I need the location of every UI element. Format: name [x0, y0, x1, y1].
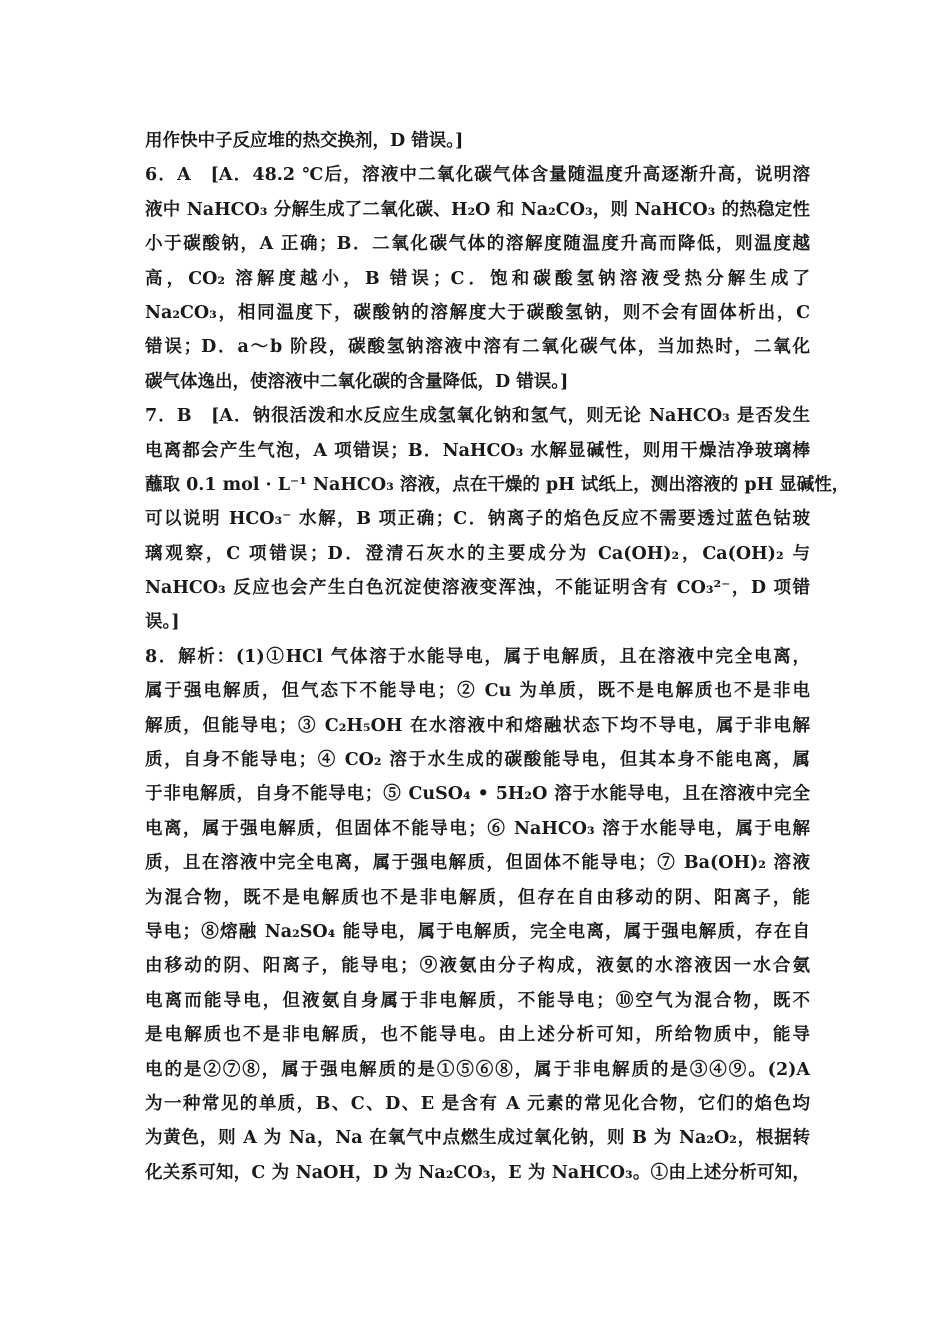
text-line: 为混合物，既不是电解质也不是非电解质，但存在自由移动的阴、阳离子，能: [145, 887, 810, 908]
text-line: 化关系可知，C 为 NaOH，D 为 Na₂CO₃，E 为 NaHCO₃。①由上述分析可知，: [145, 1162, 810, 1183]
text-line: 电离，属于强电解质，但固体不能导电；⑥ NaHCO₃ 溶于水能导电，属于电解: [145, 818, 810, 839]
text-line: 属于强电解质，但气态下不能导电；② Cu 为单质，既不是电解质也不是非电: [145, 681, 810, 702]
text-line: 误。]: [145, 612, 180, 633]
text-line: NaHCO₃ 反应也会产生白色沉淀使溶液变浑浊，不能证明含有 CO₃²⁻，D 项错: [145, 578, 810, 599]
text-line: 用作快中子反应堆的热交换剂，D 错误。]: [145, 131, 464, 151]
text-line: 电的是②⑦⑧，属于强电解质的是①⑤⑥⑧，属于非电解质的是③④⑨。(2)A: [145, 1059, 810, 1080]
text-line: 电离而能导电，但液氨自身属于非电解质，不能导电；⑩空气为混合物，既不: [145, 990, 810, 1011]
text-line: 错误；D．a～b 阶段，碳酸氢钠溶液中溶有二氧化碳气体，当加热时，二氧化: [145, 337, 810, 358]
text-line: 电离都会产生气泡，A 项错误；B．NaHCO₃ 水解显碱性，则用干燥洁净玻璃棒: [145, 440, 810, 461]
text-line: 导电；⑧熔融 Na₂SO₄ 能导电，属于电解质，完全电离，属于强电解质，存在自: [145, 921, 810, 942]
text-line: 小于碳酸钠，A 正确；B．二氧化碳气体的溶解度随温度升高而降低，则温度越: [145, 234, 810, 255]
text-line: 蘸取 0.1 mol · L⁻¹ NaHCO₃ 溶液，点在干燥的 pH 试纸上，测出溶液的 pH 显碱性，: [145, 474, 850, 495]
text-line: 为黄色，则 A 为 Na，Na 在氧气中点燃生成过氧化钠，则 B 为 Na₂O₂，根据转: [145, 1128, 810, 1149]
text-line: 7．B [A．钠很活泼和水反应生成氢氧化钠和氢气，则无论 NaHCO₃ 是否发生: [145, 406, 810, 427]
text-line: 碳气体逸出，使溶液中二氧化碳的含量降低，D 错误。]: [145, 371, 569, 392]
text-line: 于非电解质，自身不能导电；⑤ CuSO₄ • 5H₂O 溶于水能导电，且在溶液中完全: [145, 784, 810, 805]
document-page: [145, 124, 850, 1190]
text-line: 解质，但能导电；③ C₂H₅OH 在水溶液中和熔融状态下均不导电，属于非电解: [145, 715, 810, 736]
text-line: 6．A [A．48.2 ℃后，溶液中二氧化碳气体含量随温度升高逐渐升高，说明溶: [145, 165, 810, 186]
text-line: 是电解质也不是非电解质，也不能导电。由上述分析可知，所给物质中，能导: [145, 1025, 810, 1046]
text-line: 高，CO₂ 溶解度越小，B 错误；C．饱和碳酸氢钠溶液受热分解生成了: [145, 268, 810, 289]
text-line: 可以说明 HCO₃⁻ 水解，B 项正确；C．钠离子的焰色反应不需要透过蓝色钴玻: [145, 509, 810, 530]
text-line: 质，自身不能导电；④ CO₂ 溶于水生成的碳酸能导电，但其本身不能电离，属: [145, 750, 810, 771]
text-line: 液中 NaHCO₃ 分解生成了二氧化碳、H₂O 和 Na₂CO₃，则 NaHCO₃ 的热稳定性: [145, 199, 810, 220]
text-line: 由移动的阴、阳离子，能导电；⑨液氨由分子构成，液氨的水溶液因一水合氨: [145, 956, 810, 977]
text-line: Na₂CO₃，相同温度下，碳酸钠的溶解度大于碳酸氢钠，则不会有固体析出，C: [145, 302, 810, 323]
text-line: 为一种常见的单质，B、C、D、E 是含有 A 元素的常见化合物，它们的焰色均: [145, 1093, 810, 1114]
text-line: 8．解析：(1)①HCl 气体溶于水能导电，属于电解质，且在溶液中完全电离，: [145, 646, 810, 667]
text-line: 璃观察，C 项错误；D．澄清石灰水的主要成分为 Ca(OH)₂，Ca(OH)₂ 与: [145, 543, 810, 564]
text-line: 质，且在溶液中完全电离，属于强电解质，但固体不能导电；⑦ Ba(OH)₂ 溶液: [145, 853, 810, 874]
